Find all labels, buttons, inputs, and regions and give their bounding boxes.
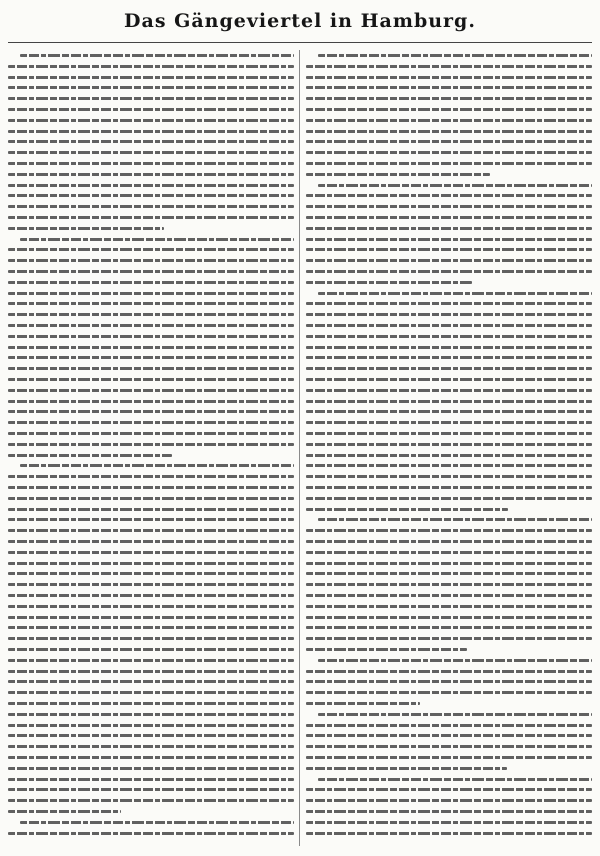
left-column xyxy=(8,50,294,846)
text-line xyxy=(8,184,294,187)
text-line xyxy=(8,227,164,230)
text-line xyxy=(306,86,592,89)
text-line xyxy=(306,734,592,737)
text-line xyxy=(318,518,592,521)
text-line xyxy=(8,173,294,176)
text-line xyxy=(8,691,294,694)
text-line xyxy=(306,432,592,435)
text-line xyxy=(8,788,294,791)
text-line xyxy=(306,486,592,489)
text-line xyxy=(306,194,592,197)
text-line xyxy=(306,259,592,262)
text-line xyxy=(306,238,592,241)
text-line xyxy=(306,324,592,327)
text-line xyxy=(306,216,592,219)
text-line xyxy=(306,378,592,381)
text-line xyxy=(8,799,294,802)
text-line xyxy=(306,821,592,824)
text-line xyxy=(8,443,294,446)
text-line xyxy=(8,626,294,629)
text-line xyxy=(306,756,592,759)
right-column xyxy=(306,50,592,846)
text-line xyxy=(306,497,592,500)
text-line xyxy=(20,464,294,467)
text-line xyxy=(306,140,592,143)
text-line xyxy=(8,270,294,273)
text-line xyxy=(8,367,294,370)
text-line xyxy=(8,130,294,133)
text-line xyxy=(8,572,294,575)
text-line xyxy=(8,216,294,219)
text-line xyxy=(318,659,592,662)
text-line xyxy=(306,270,592,273)
text-line xyxy=(8,832,294,835)
text-line xyxy=(306,788,592,791)
text-line xyxy=(8,551,294,554)
text-line xyxy=(8,778,294,781)
text-line xyxy=(8,346,294,349)
text-line xyxy=(306,540,592,543)
text-line xyxy=(8,562,294,565)
text-line xyxy=(8,648,294,651)
text-line xyxy=(8,594,294,597)
text-line xyxy=(8,313,294,316)
text-line xyxy=(8,486,294,489)
text-line xyxy=(306,702,420,705)
text-line xyxy=(8,162,294,165)
text-line xyxy=(8,637,294,640)
column-divider xyxy=(299,50,300,846)
text-line xyxy=(8,410,294,413)
text-line xyxy=(8,389,294,392)
text-line xyxy=(306,248,592,251)
text-line xyxy=(8,454,172,457)
text-line xyxy=(306,443,592,446)
text-line xyxy=(306,97,592,100)
text-line xyxy=(8,97,294,100)
text-line xyxy=(8,302,294,305)
text-line xyxy=(8,76,294,79)
text-line xyxy=(306,529,592,532)
text-line xyxy=(306,454,592,457)
text-line xyxy=(306,346,592,349)
text-line xyxy=(306,400,592,403)
text-line xyxy=(8,86,294,89)
text-line xyxy=(306,551,592,554)
text-line xyxy=(8,518,294,521)
text-line xyxy=(318,778,592,781)
text-line xyxy=(306,508,508,511)
text-line xyxy=(306,616,592,619)
text-line xyxy=(8,745,294,748)
text-line xyxy=(306,626,592,629)
text-line xyxy=(8,108,294,111)
text-line xyxy=(306,745,592,748)
text-line xyxy=(306,367,592,370)
text-line xyxy=(8,810,121,813)
article-title: Das Gängeviertel in Hamburg. xyxy=(124,10,476,32)
text-line xyxy=(306,648,467,651)
text-line xyxy=(306,832,592,835)
text-line xyxy=(306,475,592,478)
text-line xyxy=(306,335,592,338)
text-line xyxy=(20,821,294,824)
text-line xyxy=(306,108,592,111)
text-line xyxy=(306,724,592,727)
text-line xyxy=(8,529,294,532)
text-line xyxy=(306,302,592,305)
text-line xyxy=(8,205,294,208)
text-line xyxy=(8,335,294,338)
text-line xyxy=(306,799,592,802)
text-line xyxy=(8,670,294,673)
text-line xyxy=(306,583,592,586)
text-line xyxy=(306,151,592,154)
text-line xyxy=(306,810,592,813)
text-line xyxy=(8,680,294,683)
text-line xyxy=(306,680,592,683)
text-line xyxy=(306,691,592,694)
text-line xyxy=(306,464,592,467)
text-line xyxy=(8,421,294,424)
text-line xyxy=(8,400,294,403)
text-line xyxy=(8,475,294,478)
text-line xyxy=(306,670,592,673)
text-line xyxy=(318,184,592,187)
text-line xyxy=(318,54,592,57)
text-line xyxy=(8,734,294,737)
text-line xyxy=(8,356,294,359)
text-line xyxy=(318,292,592,295)
text-line xyxy=(8,140,294,143)
text-line xyxy=(8,767,294,770)
text-line xyxy=(8,702,294,705)
text-line xyxy=(8,583,294,586)
text-line xyxy=(306,356,592,359)
text-line xyxy=(8,292,294,295)
text-line xyxy=(8,497,294,500)
text-line xyxy=(318,713,592,716)
text-line xyxy=(306,562,592,565)
text-line xyxy=(306,119,592,122)
text-line xyxy=(8,432,294,435)
text-line xyxy=(306,281,472,284)
text-line xyxy=(306,410,592,413)
text-line xyxy=(8,605,294,608)
text-line xyxy=(8,194,294,197)
text-line xyxy=(8,259,294,262)
text-line xyxy=(306,162,592,165)
text-line xyxy=(306,76,592,79)
text-line xyxy=(8,724,294,727)
text-line xyxy=(306,130,592,133)
text-line xyxy=(8,248,294,251)
text-line xyxy=(306,227,592,230)
text-line xyxy=(20,238,294,241)
text-line xyxy=(8,378,294,381)
text-line xyxy=(8,65,294,68)
text-line xyxy=(306,767,507,770)
text-line xyxy=(8,713,294,716)
text-line xyxy=(306,389,592,392)
text-line xyxy=(8,508,294,511)
title-rule xyxy=(8,42,592,43)
text-line xyxy=(8,756,294,759)
text-line xyxy=(306,637,592,640)
text-line xyxy=(8,659,294,662)
text-line xyxy=(306,173,490,176)
text-line xyxy=(306,572,592,575)
text-line xyxy=(306,205,592,208)
text-line xyxy=(8,151,294,154)
text-line xyxy=(306,313,592,316)
text-line xyxy=(8,540,294,543)
text-line xyxy=(8,119,294,122)
text-line xyxy=(306,605,592,608)
text-line xyxy=(8,324,294,327)
text-line xyxy=(20,54,294,57)
text-line xyxy=(8,616,294,619)
text-line xyxy=(306,421,592,424)
text-line xyxy=(306,594,592,597)
text-line xyxy=(306,65,592,68)
text-line xyxy=(8,281,294,284)
